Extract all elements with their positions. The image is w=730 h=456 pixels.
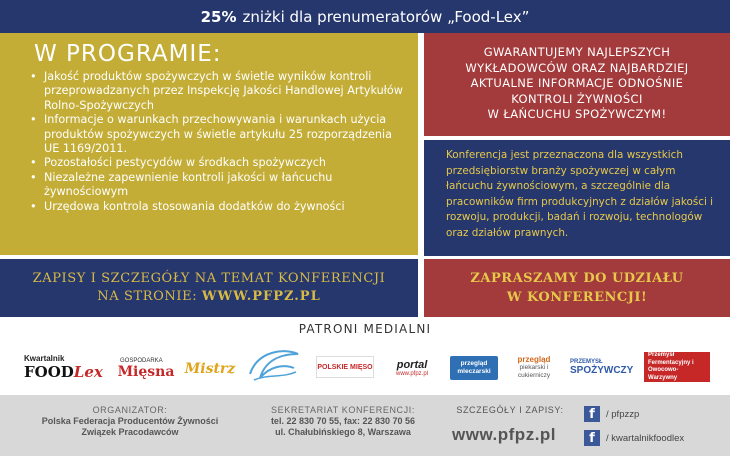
piekarski-logo-main: piekarski i cukierniczy (517, 363, 551, 379)
miesna-logo-main: Mięsna (117, 364, 175, 380)
portal-logo-url: www.pfpz.pl (395, 371, 428, 377)
portal-logo-text: portal (396, 359, 428, 371)
discount-percent: 25% (200, 7, 237, 26)
program-panel (0, 33, 418, 255)
list-item: • Niezależne zapewnienie kontroli jakości w łańcuchu żywnościowym (30, 171, 408, 200)
guarantee-line: WYKŁADOWCÓW ORAZ NAJBARDZIEJ (465, 60, 689, 75)
gospodarka-miesna-logo[interactable] (114, 354, 178, 384)
conference-description-panel (424, 140, 730, 256)
invite-panel (424, 259, 730, 317)
program-list (30, 70, 408, 214)
facebook-icon[interactable]: f (584, 406, 600, 422)
foodlex-logo-top: Kwartalnik (24, 353, 65, 363)
website-link[interactable]: www.pfpz.pl (452, 425, 557, 444)
przeglad-mleczarski-logo[interactable] (450, 356, 498, 380)
list-item: • Informacje o warunkach przechowywania i warunkach użycia produktów spożywczych w świetle artykułu 25 rozporządzenia UE 1169/2011. (30, 113, 408, 156)
patron-logos (0, 340, 730, 392)
details-label: SZCZEGÓŁY I ZAPISY: (456, 405, 564, 415)
foodlex-logo[interactable] (24, 350, 102, 384)
signup-line: ZAPISY I SZCZEGÓŁY NA TEMAT KONFERENCJI (32, 271, 386, 286)
przemysl-logo-main: SPOŻYWCZY (570, 364, 634, 376)
guarantee-line: KONTROLI ŻYWNOŚCI (511, 91, 643, 106)
secretariat-phone: tel. 22 830 70 55, fax: 22 830 70 56 (270, 416, 416, 426)
signup-panel (0, 259, 418, 317)
organizer-block (20, 405, 240, 438)
guarantee-line: W ŁAŃCUCHU SPOŻYWCZYM! (487, 107, 667, 122)
organizer-name: Polska Federacja Producentów Żywności (41, 416, 219, 426)
guarantee-line: GWARANTUJEMY NAJLEPSZYCH (483, 45, 671, 59)
guarantee-line: AKTUALNE INFORMACJE ODNOŚNIE (470, 76, 684, 91)
list-item: • Jakość produktów spożywczych w świetle wyników kontroli przeprowadzanych przez Inspekcję Jakości Handlowej Artykułów Rolno-Spożywczych (30, 70, 408, 113)
footer (0, 395, 730, 456)
portal-logo[interactable] (388, 354, 436, 382)
facebook-link-foodlex[interactable]: / kwartalnikfoodlex (606, 433, 685, 444)
przeglad-piekarski-logo[interactable] (506, 350, 562, 384)
guarantee-panel (424, 33, 730, 136)
program-title: W PROGRAMIE: (34, 41, 222, 67)
miesna-logo-top: GOSPODARKA (120, 358, 163, 364)
mistrz-logo[interactable] (185, 356, 235, 382)
signup-prefix: NA STRONIE: (97, 289, 198, 304)
organizer-label: ORGANIZATOR: (92, 405, 168, 415)
swirl-magazine-logo[interactable] (244, 344, 304, 388)
mleczarski-logo-text: przegląd mleczarski (457, 360, 491, 375)
discount-text: zniżki dla prenumeratorów „Food-Lex” (242, 7, 530, 26)
przemysl-spozywczy-logo[interactable] (570, 354, 632, 380)
secretariat-block (248, 405, 438, 438)
conference-description: Konferencja jest przeznaczona dla wszystkich przedsiębiorstw branży spożywczej w całym łańcuchu żywnościowym, a szczególnie dla pracowników firm produkcyjnych z działów jakości i rozwoju, produkcji, badań i rozwoju, technologów oraz działów prawnych. (446, 149, 714, 239)
foodlex-logo-main-wrap (24, 363, 103, 381)
polskie-mieso-text: POLSKIE MIĘSO (317, 363, 373, 371)
facebook-link-pfpzzp[interactable]: / pfpzzp (606, 409, 640, 420)
organizer-subname: Związek Pracodawców (81, 427, 179, 437)
invite-line: W KONFERENCJI! (506, 290, 648, 305)
przemysl-fermentacyjny-logo[interactable] (644, 352, 710, 382)
polskie-mieso-logo[interactable] (316, 356, 374, 378)
mistrz-logo-text: Mistrz (184, 361, 236, 377)
list-item: • Urzędowa kontrola stosowania dodatków do żywności (30, 200, 408, 214)
invite-line: ZAPRASZAMY DO UDZIAŁU (470, 271, 684, 286)
fermentacyjny-logo-text: Przemysł Fermentacyjny i Owocowo-Warzywny (648, 352, 694, 381)
swirl-icon (244, 344, 304, 388)
secretariat-label: SEKRETARIAT KONFERENCJI: (271, 405, 415, 415)
patrons-title: PATRONI MEDIALNI (298, 322, 432, 336)
foodlex-logo-script: Lex (73, 362, 103, 381)
foodlex-logo-main: FOOD (24, 362, 74, 381)
facebook-icon[interactable]: f (584, 430, 600, 446)
promo-banner (0, 0, 730, 33)
piekarski-logo-top: przegląd (517, 354, 551, 364)
list-item: • Pozostałości pestycydów w środkach spożywczych (30, 156, 408, 170)
signup-url-link[interactable]: WWW.PFPZ.PL (201, 289, 321, 304)
przemysl-logo-top: PRZEMYSŁ (570, 358, 603, 365)
signup-line-2 (97, 288, 320, 306)
secretariat-address: ul. Chałubińskiego 8, Warszawa (275, 427, 411, 437)
